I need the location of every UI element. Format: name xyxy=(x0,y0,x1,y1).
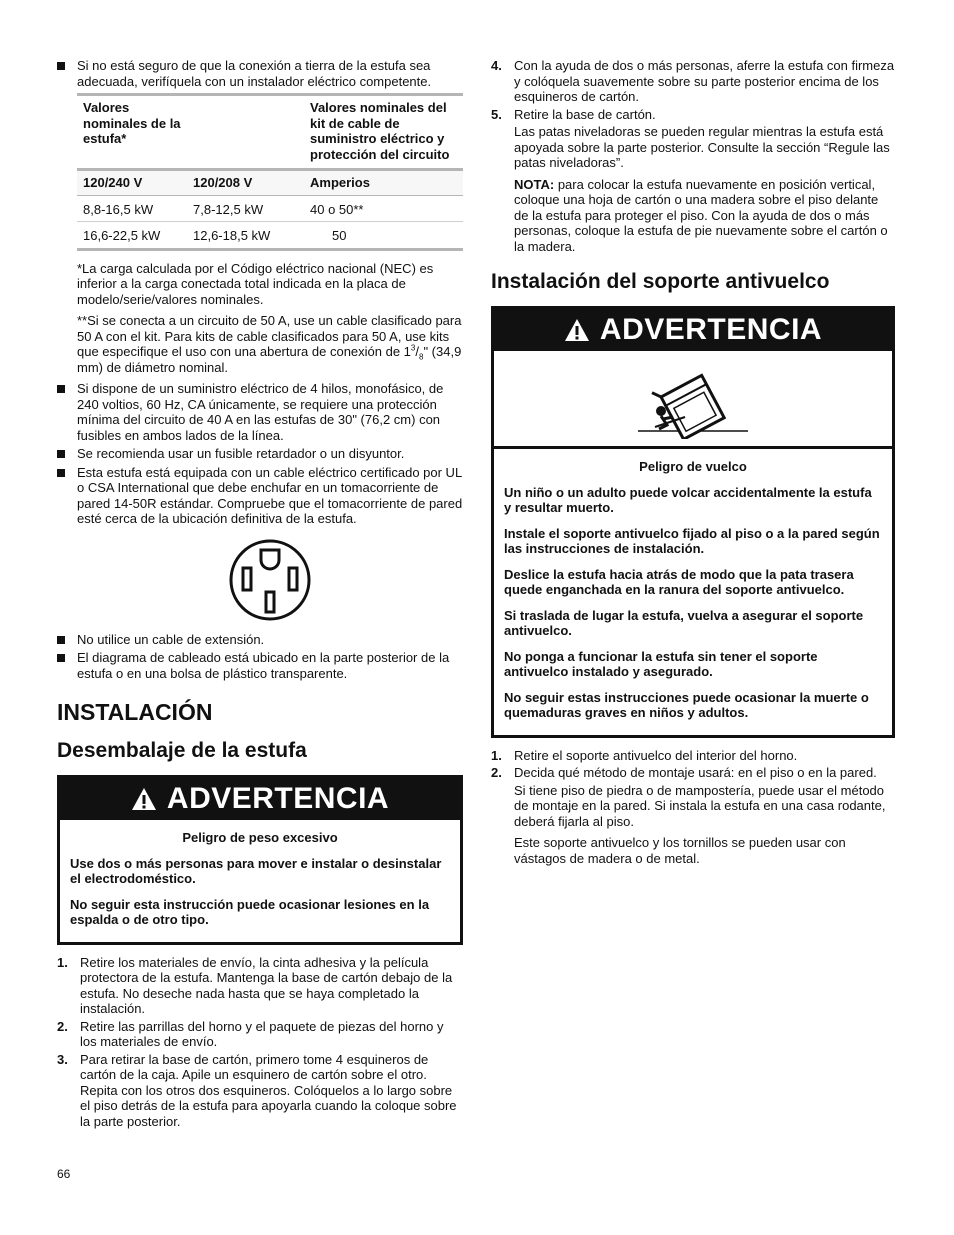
list-item: 2. Decida qué método de montaje usará: en el piso o en la pared. Si tiene piso de piedra o de mampostería, puede usar el método de montaje en la pared. Si instala la estufa en una casa rodante, deberá fijarla al piso. Este soporte antivuelco y los tornillos se pueden usar con vástagos de madera o de metal. xyxy=(491,765,895,866)
table-header-range-ratings: Valores nominales de la estufa* xyxy=(77,95,187,170)
table-header-empty xyxy=(187,95,304,170)
table-subheader-row xyxy=(77,170,463,196)
list-item: 2. Retire las parrillas del horno y el paquete de piezas del horno y los materiales de envío. xyxy=(57,1018,444,1049)
table-row xyxy=(77,222,463,250)
list-item: 5. Retire la base de cartón. Las patas niveladoras se pueden regular mientras la estufa está apoyada sobre la parte posterior. Consulte la sección “Regule las patas niveladoras”. NOTA: para colocar la estufa nuevamente en posición vertical, coloque una hoja de cartón o una madera sobre el piso delante de la estufa para proteger el piso. Con la ayuda de dos o más personas, coloque la estufa de pie nuevamente sobre el cartón o la madera. xyxy=(491,107,895,255)
warning-line: No ponga a funcionar la estufa sin tener el soporte antivuelco instalado y asegurado. xyxy=(504,648,818,679)
warning-box-weight xyxy=(57,775,463,945)
right-column xyxy=(491,58,895,872)
table-cell: 8,8-16,5 kW xyxy=(77,195,187,222)
table-row xyxy=(77,195,463,222)
unpacking-steps xyxy=(57,955,463,1130)
warning-header xyxy=(494,309,892,351)
table-cell: 50 xyxy=(304,222,463,250)
warning-hazard: Peligro de vuelco xyxy=(639,459,747,474)
subsection-title-unpacking: Desembalaje de la estufa xyxy=(57,739,307,762)
list-item: 4. Con la ayuda de dos o más personas, aferre la estufa con firmeza y colóquela suavemente sobre su parte posterior encima de los esquineros de cartón. xyxy=(491,58,895,104)
section-title-installation: INSTALACIÓN xyxy=(57,699,213,725)
left-column xyxy=(57,58,463,1131)
step5-note: NOTA: para colocar la estufa nuevamente en posición vertical, coloque una hoja de cartón o una madera sobre el piso delante de la estufa para proteger el piso. Con la ayuda de dos o más personas, coloque la estufa de pie nuevamente sobre el cartón o la madera. xyxy=(514,176,888,254)
warning-line: Si traslada de lugar la estufa, vuelva a asegurar el soporte antivuelco. xyxy=(504,607,864,638)
list-item: 3. Para retirar la base de cartón, primero tome 4 esquineros de cartón de la caja. Apile un esquinero de cartón sobre el otro. Repita con los otros dos esquineros. Colóquelos a lo largo sobre el piso detrás de la estufa para apoyarla cuando la coloque sobre la parte posterior. xyxy=(57,1051,457,1129)
warning-line: Instale el soporte antivuelco fijado al piso o a la pared según las instrucciones de instalación. xyxy=(504,525,880,556)
warning-box-tip-over xyxy=(491,306,895,738)
warning-triangle-icon xyxy=(564,318,590,342)
list-item: 1. Retire los materiales de envío, la cinta adhesiva y la película protectora de la estufa. Mantenga la base de cartón debajo de la estufa. No deseche nada hasta que se haya completado la instalación. xyxy=(57,954,453,1016)
page-number: 66 xyxy=(57,1167,71,1181)
electrical-bullet-list xyxy=(57,381,463,527)
table-subheader-120-240: 120/240 V xyxy=(77,170,187,196)
table-cell: 16,6-22,5 kW xyxy=(77,222,187,250)
table-header-row xyxy=(77,95,463,170)
nec-footnote: *La carga calculada por el Código eléctrico nacional (NEC) es inferior a la carga conectada total indicada en la placa de modelo/serie/valores nominales. xyxy=(77,260,434,307)
anti-tip-steps xyxy=(491,748,895,867)
table-subheader-120-208: 120/208 V xyxy=(187,170,304,196)
grounding-bullet-list xyxy=(57,58,463,89)
step2-paragraph: Si tiene piso de piedra o de mampostería, puede usar el método de montaje en la pared. Si instala la estufa en una casa rodante, deberá fijarla al piso. xyxy=(514,782,886,829)
warning-label: ADVERTENCIA xyxy=(166,782,390,816)
list-item: No utilice un cable de extensión. xyxy=(57,632,463,648)
warning-triangle-icon xyxy=(131,787,157,811)
unpacking-steps-continued xyxy=(491,58,895,254)
warning-line: Use dos o más personas para mover e instalar o desinstalar el electrodoméstico. xyxy=(70,855,442,886)
table-cell: 7,8-12,5 kW xyxy=(187,195,304,222)
step5-paragraph: Las patas niveladoras se pueden regular mientras la estufa está apoyada sobre la parte posterior. Consulte la sección “Regule las patas niveladoras”. xyxy=(514,124,890,170)
list-item: Esta estufa está equipada con un cable eléctrico certificado por UL o CSA International que debe enchufar en un tomacorriente de pared 14-50R estándar. Compruebe que el tomacorriente de pared esté cerca de la ubicación definitiva de la estufa. xyxy=(57,465,463,527)
table-cell: 40 o 50** xyxy=(304,195,463,222)
warning-line: Deslice la estufa hacia atrás de modo que la pata trasera quede enganchada en la ranura del soporte antivuelco. xyxy=(504,566,854,597)
warning-line: No seguir esta instrucción puede ocasionar lesiones en la espalda o de otro tipo. xyxy=(70,896,430,927)
cable-footnote: **Si se conecta a un circuito de 50 A, use un cable clasificado para 50 A con el kit. Para kits de cable clasificados para 50 A, use kits que especifique el uso con una abertura de conexión de $1^3/_8$" (34,9 mm) de diámetro nominal. xyxy=(77,313,462,375)
step2-paragraph: Este soporte antivuelco y los tornillos se pueden usar con vástagos de madera o de metal. xyxy=(514,835,846,866)
warning-header xyxy=(60,778,460,820)
table-subheader-amps: Amperios xyxy=(304,170,463,196)
warning-hazard: Peligro de peso excesivo xyxy=(182,830,338,845)
ratings-table xyxy=(77,93,463,251)
warning-body xyxy=(494,449,892,735)
tip-over-illustration xyxy=(494,351,892,449)
outlet-illustration xyxy=(57,530,463,632)
list-item: Si dispone de un suministro eléctrico de 4 hilos, monofásico, de 240 voltios, 60 Hz, CA únicamente, se requiere una protección mínima del circuito de 40 A en las estufas de 30" (76,2 cm) con fusibles en ambos lados de la línea. xyxy=(57,381,463,443)
warning-line: No seguir estas instrucciones puede ocasionar la muerte o quemaduras graves en niños y adultos. xyxy=(504,689,869,720)
cable-bullet-list xyxy=(57,632,463,682)
warning-body xyxy=(60,820,460,942)
list-item: Se recomienda usar un fusible retardador o un disyuntor. xyxy=(57,446,463,462)
warning-label: ADVERTENCIA xyxy=(599,313,823,347)
list-item: Si no está seguro de que la conexión a tierra de la estufa sea adecuada, verifíquela con un instalador eléctrico competente. xyxy=(57,58,463,89)
section-title-anti-tip: Instalación del soporte antivuelco xyxy=(491,270,830,293)
tipping-range-child-icon xyxy=(633,359,753,439)
table-header-kit-ratings: Valores nominales del kit de cable de suministro eléctrico y protección del circuito xyxy=(304,95,463,170)
warning-line: Un niño o un adulto puede volcar accidentalmente la estufa y resultar muerto. xyxy=(504,484,872,515)
table-cell: 12,6-18,5 kW xyxy=(187,222,304,250)
list-item: 1. Retire el soporte antivuelco del interior del horno. xyxy=(491,747,798,763)
wall-outlet-14-50r-icon xyxy=(228,538,312,622)
list-item: El diagrama de cableado está ubicado en la parte posterior de la estufa o en una bolsa de plástico transparente. xyxy=(57,650,463,681)
